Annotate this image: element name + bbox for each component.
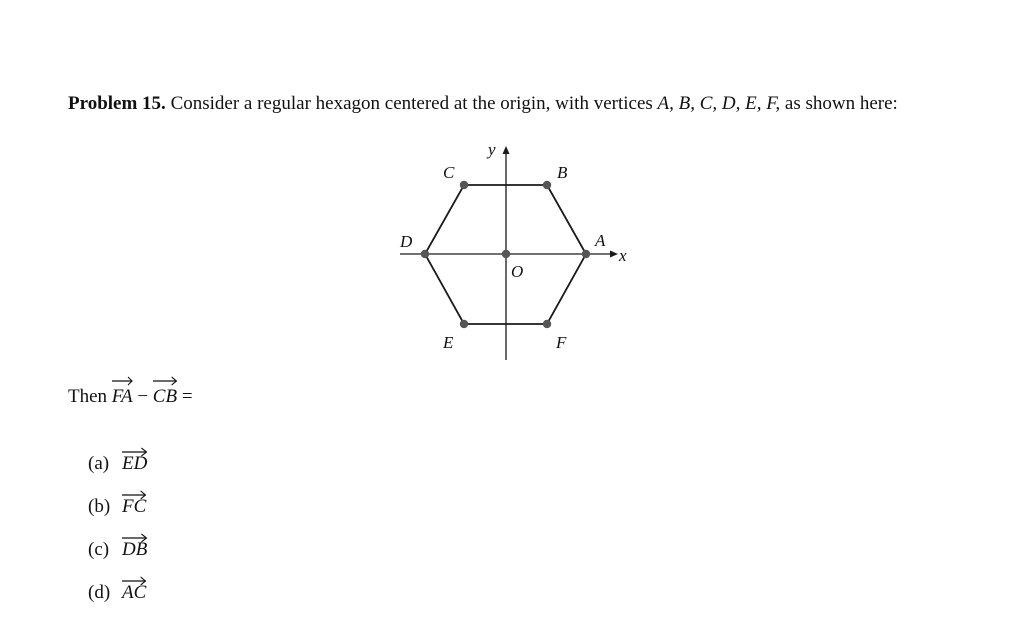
y-axis-label: y (488, 140, 496, 159)
choice-vector-label: ED (122, 453, 148, 474)
vertex-point-e (460, 320, 468, 328)
vertex-label-b: B (557, 163, 568, 182)
vector-arrow-icon (112, 376, 133, 386)
vector-fa (112, 376, 133, 412)
problem-statement (68, 90, 968, 117)
vertex-point-f (543, 320, 551, 328)
choice-vector-label: DB (122, 539, 148, 560)
vertex-label-d: D (400, 232, 413, 251)
vertex-label-c: C (443, 163, 455, 182)
vertex-point-a (582, 250, 590, 258)
choice-vector (122, 533, 147, 561)
choice-vector-label: FC (122, 496, 147, 517)
vertex-list: A, B, C, D, E, F, (657, 93, 781, 114)
vector-cb-label: CB (152, 386, 178, 407)
vertex-point-d (421, 250, 429, 258)
choice-c[interactable] (88, 518, 147, 561)
choice-label: (c) (88, 539, 110, 560)
vertex-label-f: F (556, 333, 567, 352)
choice-vector (122, 576, 146, 604)
problem-text: Consider a regular hexagon centered at the origin, with vertices (165, 93, 658, 114)
hexagon-figure (390, 140, 640, 365)
x-axis-arrow-icon (610, 251, 618, 258)
vector-fa-label: FA (111, 386, 133, 407)
answer-choices (88, 432, 147, 604)
choice-vector (122, 447, 147, 475)
minus-sign: − (137, 386, 149, 407)
choice-d[interactable] (88, 561, 147, 604)
vertex-point-c (460, 181, 468, 189)
vertex-point-b (543, 181, 551, 189)
choice-vector-label: AC (122, 582, 147, 603)
vector-arrow-icon (122, 447, 147, 457)
vector-cb (153, 376, 177, 412)
choice-a[interactable] (88, 432, 147, 475)
hexagon-diagram (390, 140, 640, 365)
vector-arrow-icon (122, 533, 147, 543)
problem-title: Problem 15. (68, 93, 166, 114)
choice-b[interactable] (88, 475, 147, 518)
choice-label: (b) (88, 496, 111, 517)
vector-arrow-icon (122, 490, 146, 500)
question-expression (68, 376, 193, 412)
x-axis-label: x (619, 246, 627, 265)
y-axis-arrow-icon (503, 146, 510, 154)
then-label: Then (68, 386, 108, 407)
origin-point (502, 250, 510, 258)
vector-arrow-icon (153, 376, 177, 386)
origin-label: O (511, 262, 524, 281)
vertex-label-e: E (443, 333, 454, 352)
choice-vector (122, 490, 146, 518)
equals-sign: = (181, 386, 193, 407)
choice-label: (d) (88, 582, 111, 603)
vertex-label-a: A (595, 231, 606, 250)
problem-text-end: as shown here: (780, 93, 898, 114)
choice-label: (a) (88, 453, 110, 474)
vector-arrow-icon (122, 576, 146, 586)
